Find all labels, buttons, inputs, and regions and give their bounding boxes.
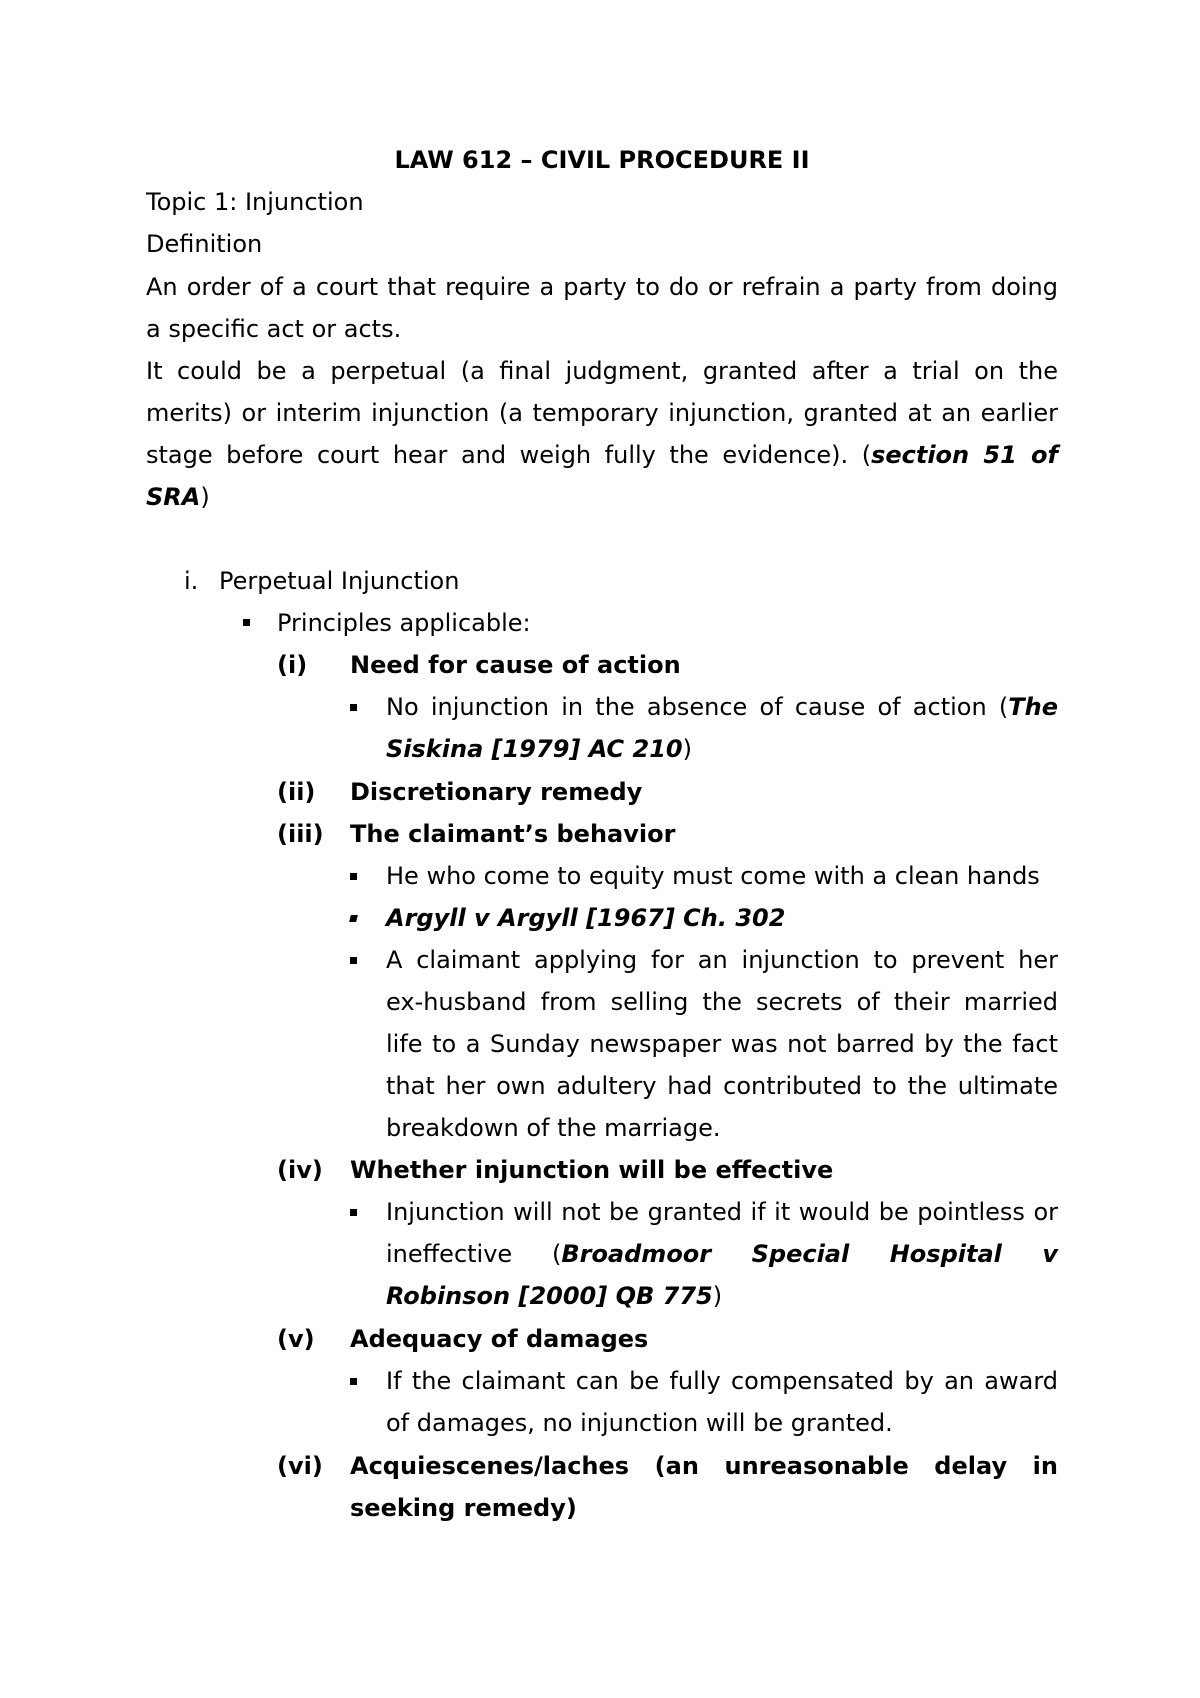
- bullet-icon: [350, 957, 357, 964]
- closing-paren: ): [682, 735, 692, 763]
- case-citation: The: [1008, 693, 1058, 721]
- item-numeral: (vi): [277, 1452, 323, 1480]
- item-numeral: (v): [277, 1325, 315, 1353]
- case-citation: Broadmoor Special Hospital v: [561, 1240, 1058, 1268]
- principles-label: Principles applicable:: [277, 609, 531, 637]
- item-heading: Adequacy of damages: [350, 1325, 649, 1353]
- item-heading: Need for cause of action: [350, 651, 681, 679]
- closing-paren: ): [712, 1282, 723, 1310]
- bullet-line: [386, 728, 692, 770]
- bullet-line: A claimant applying for an injunction to prevent her: [386, 946, 1058, 974]
- bullet-line: breakdown of the marriage.: [386, 1114, 721, 1142]
- item-numeral: (ii): [277, 778, 316, 806]
- definition-line-2: a specific act or acts.: [146, 315, 402, 343]
- item-heading: The claimant’s behavior: [350, 820, 676, 848]
- bullet-line: ex-husband from selling the secrets of their married: [386, 988, 1058, 1016]
- case-citation: Robinson [2000] QB 775: [386, 1282, 713, 1310]
- item-heading-cont: seeking remedy): [350, 1494, 577, 1522]
- item-numeral: (iii): [277, 820, 324, 848]
- item-numeral: (iv): [277, 1156, 323, 1184]
- bullet-line: Injunction will not be granted if it would be pointless or: [386, 1198, 1058, 1226]
- bullet-icon: [350, 704, 357, 711]
- statute-reference-cont: SRA: [146, 483, 201, 511]
- bullet-line: [386, 1275, 722, 1317]
- definition-heading: Definition: [146, 230, 263, 258]
- case-citation: Argyll v Argyll [1967] Ch. 302: [386, 904, 786, 932]
- bullet-line: life to a Sunday newspaper was not barred by the fact: [386, 1030, 1058, 1058]
- item-heading: Discretionary remedy: [350, 778, 643, 806]
- document-title: LAW 612 – CIVIL PROCEDURE II: [394, 146, 810, 174]
- closing-paren: ): [200, 483, 210, 511]
- bullet-text: ineffective (: [386, 1240, 562, 1268]
- item-heading: Whether injunction will be effective: [350, 1156, 834, 1184]
- paragraph-line-1: It could be a perpetual (a final judgment, granted after a trial on the: [146, 357, 1058, 385]
- case-citation: Siskina [1979] AC 210: [386, 735, 683, 763]
- bullet-icon: [350, 1378, 357, 1385]
- statute-reference: section 51 of: [871, 441, 1058, 469]
- paragraph-line-4: [146, 476, 210, 518]
- bullet-icon: [350, 1209, 357, 1216]
- section-heading: Perpetual Injunction: [219, 567, 460, 595]
- bullet-line: of damages, no injunction will be granted.: [386, 1409, 893, 1437]
- bullet-icon: [349, 915, 358, 922]
- bullet-text: No injunction in the absence of cause of action (: [386, 693, 1009, 721]
- bullet-line: that her own adultery had contributed to the ultimate: [386, 1072, 1058, 1100]
- item-heading: Acquiescenes/laches (an unreasonable delay in: [350, 1452, 1058, 1480]
- bullet-line: [386, 686, 1058, 728]
- paragraph-text: stage before court hear and weigh fully the evidence). (: [146, 441, 872, 469]
- bullet-line: He who come to equity must come with a clean hands: [386, 862, 1040, 890]
- paragraph-line-2: merits) or interim injunction (a temporary injunction, granted at an earlier: [146, 399, 1058, 427]
- paragraph-line-3: [146, 434, 1058, 476]
- topic-heading: Topic 1: Injunction: [146, 188, 364, 216]
- bullet-line: If the claimant can be fully compensated by an award: [386, 1367, 1058, 1395]
- item-numeral: (i): [277, 651, 308, 679]
- section-numeral: i.: [184, 567, 199, 595]
- definition-line-1: An order of a court that require a party to do or refrain a party from doing: [146, 273, 1058, 301]
- bullet-line: [386, 1233, 1058, 1275]
- bullet-icon: [243, 619, 250, 626]
- bullet-icon: [350, 873, 357, 880]
